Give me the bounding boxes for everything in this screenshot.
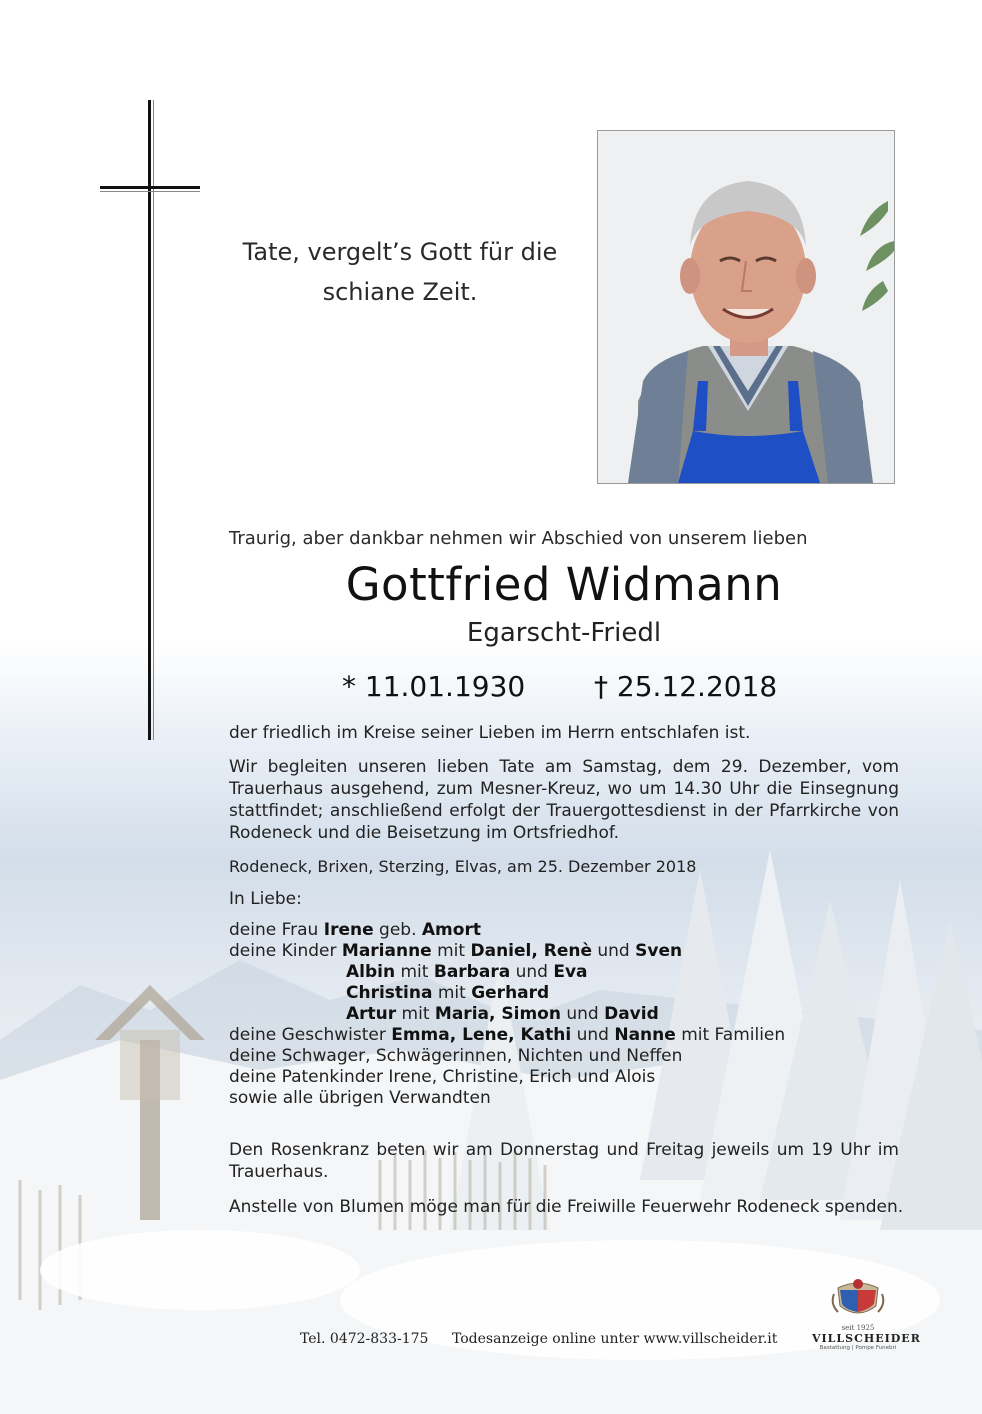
portrait-photo [597, 130, 895, 484]
family-child-row [229, 983, 899, 1004]
child-connector: und [510, 962, 554, 982]
deceased-name: Gottfried Widmann [345, 558, 783, 611]
logo-name: VILLSCHEIDER [812, 1332, 921, 1345]
child-partner: Barbara [433, 962, 511, 982]
siblings-mid: und [571, 1025, 615, 1045]
villscheider-logo [812, 1276, 921, 1386]
place-date: Rodeneck, Brixen, Sterzing, Elvas, am 25. Dezember 2018 [229, 857, 697, 876]
family-list [229, 920, 899, 1109]
wife-mid: geb. [373, 920, 422, 940]
death-date: † 25.12.2018 [594, 670, 778, 703]
footer-online-link[interactable]: Todesanzeige online unter www.villscheider.it [452, 1331, 778, 1347]
family-wife [229, 920, 899, 941]
siblings-prefix: deine Geschwister [229, 1025, 392, 1045]
family-child-row [229, 1004, 899, 1025]
child-connector: mit [431, 941, 471, 961]
child-name: Christina [346, 983, 433, 1003]
child-name: Albin [346, 962, 396, 982]
child-partner: Eva [553, 962, 588, 982]
child-name: Marianne [341, 941, 432, 961]
logo-since: seit 1925 [841, 1324, 875, 1332]
child-connector: mit [395, 962, 434, 982]
family-in-laws: deine Schwager, Schwägerinnen, Nichten und Neffen [229, 1046, 683, 1066]
child-partner: David [604, 1004, 659, 1024]
siblings-last: Nanne [614, 1025, 676, 1045]
child-connector: mit [432, 983, 472, 1003]
donation-notice: Anstelle von Blumen möge man für die Freiwille Feuerwehr Rodeneck spenden. [229, 1197, 904, 1217]
funeral-details: Wir begleiten unseren lieben Tate am Samstag, dem 29. Dezember, vom Trauerhaus ausgehend, zum Mesner-Kreuz, wo um 14.30 Uhr die Einsegnung stattfindet; anschließend erfolgt der Trauergottesdienst in der Pfarrkirche von Rodeneck und die Beisetzung im Ortsfriedhof. [229, 757, 899, 843]
child-name: Artur [346, 1004, 397, 1024]
siblings-suffix: mit Familien [675, 1025, 786, 1045]
cross-horizontal-shadow [100, 191, 200, 192]
family-others: sowie alle übrigen Verwandten [229, 1088, 491, 1108]
family-child-row [229, 941, 899, 962]
family-siblings [229, 1025, 899, 1046]
wife-prefix: deine Frau [229, 920, 324, 940]
siblings-names: Emma, Lene, Kathi [391, 1025, 572, 1045]
footer-phone: Tel. 0472-833-175 [300, 1331, 429, 1347]
family-child-row [229, 962, 899, 983]
child-connector: und [591, 941, 636, 961]
passing-text: der friedlich im Kreise seiner Lieben im Herrn entschlafen ist. [229, 723, 751, 743]
birth-date: * 11.01.1930 [342, 670, 526, 703]
logo-subtitle: Bestattung | Pompe Funebri [819, 1345, 897, 1351]
child-partner: Maria, Simon [434, 1004, 561, 1024]
child-partner: Gerhard [471, 983, 550, 1003]
coat-of-arms-icon [830, 1276, 886, 1322]
children-prefix: deine Kinder [229, 941, 342, 961]
child-partner: Daniel, Renè [470, 941, 592, 961]
child-partner: Sven [635, 941, 683, 961]
intro-text: Traurig, aber dankbar nehmen wir Abschied von unserem lieben [229, 528, 808, 549]
child-connector: und [560, 1004, 605, 1024]
child-connector: mit [396, 1004, 435, 1024]
wife-maiden-name: Amort [421, 920, 481, 940]
family-godchildren: deine Patenkinder Irene, Christine, Erich und Alois [229, 1067, 656, 1087]
cross-vertical-bar [148, 100, 151, 740]
rosary-notice: Den Rosenkranz beten wir am Donnerstag und Freitag jeweils um 19 Uhr im Trauerhaus. [229, 1140, 899, 1182]
wife-name: Irene [323, 920, 374, 940]
memorial-quote: Tate, vergelt’s Gott für die schiane Zeit. [242, 238, 558, 306]
in-liebe-heading: In Liebe: [229, 889, 302, 909]
deceased-nickname: Egarscht-Friedl [466, 618, 662, 648]
cross-vertical-shadow [153, 100, 154, 740]
cross-horizontal-bar [100, 186, 200, 189]
